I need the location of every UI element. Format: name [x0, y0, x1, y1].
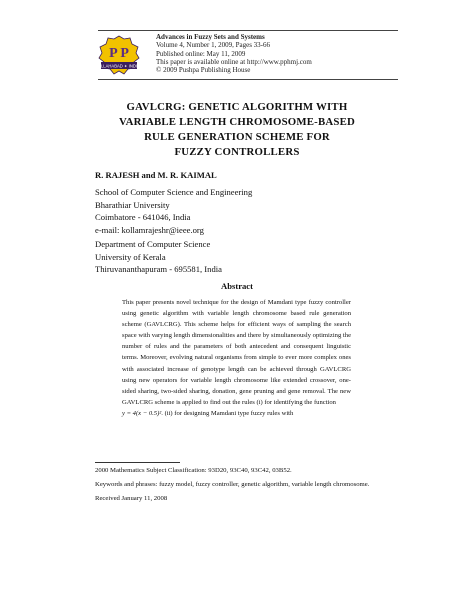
logo-ribbon-text: ALLAHABAD ✦ INDIA	[98, 63, 140, 69]
copyright-line: © 2009 Pushpa Publishing House	[156, 66, 251, 75]
journal-info	[156, 33, 396, 74]
received-date: Received January 11, 2008	[95, 495, 168, 502]
publisher-logo	[98, 35, 140, 75]
available-online-line: This paper is available online at http://www.pphmj.com	[156, 57, 312, 66]
logo-letters: P P	[109, 46, 129, 61]
affiliation-1	[95, 186, 252, 236]
affiliation-line: University of Kerala	[95, 251, 166, 262]
email-line: e-mail: kollamrajeshr@ieee.org	[95, 224, 204, 235]
keywords: Keywords and phrases: fuzzy model, fuzzy controller, genetic algorithm, variable length chromosome.	[95, 481, 370, 488]
abstract-text: This paper presents novel technique for the design of Mamdani type fuzzy controller using genetic algorithm with variable length chromosome based rule generation scheme (GAVLCRG). This scheme helps for efficient ways of sampling the search space with varying length dimensionalities and there by simultaneously optimizing the number of rules and the parameters of both antecedent and consequent linguistic terms. Moreover, evolving natural organisms from simple to ever more complex ones with associated increase of genotype length can be achieved through GAVLCRG using new operators for variable length chromosome like extended crossover, one-sided sharing, two-sided sharing, donation, gene pruning and gene removal. The new GAVLCRG scheme is applied to find out the rules (i) for identifying the function	[122, 299, 351, 406]
subject-classification: 2000 Mathematics Subject Classification: 93D20, 93C40, 93C42, 03B52.	[95, 467, 292, 474]
title-line: GAVLCRG: GENETIC ALGORITHM WITH	[126, 101, 348, 113]
affiliation-line: Thiruvananthapuram - 695581, India	[95, 264, 222, 275]
journal-header	[98, 30, 398, 80]
volume-line: Volume 4, Number 1, 2009, Pages 33-66	[156, 41, 270, 50]
affiliation-line: Coimbatore - 641046, India	[95, 212, 191, 223]
abstract-heading: Abstract	[221, 281, 253, 291]
title-line: RULE GENERATION SCHEME FOR	[144, 131, 330, 143]
footnote-divider	[95, 462, 180, 463]
abstract-body	[122, 297, 351, 419]
affiliation-line: Bharathiar University	[95, 199, 170, 210]
affiliation-2	[95, 238, 222, 276]
function-formula: y = 4(x − 0.5)²	[122, 409, 162, 417]
title-line: FUZZY CONTROLLERS	[174, 146, 300, 158]
journal-name: Advances in Fuzzy Sets and Systems	[156, 33, 265, 41]
abstract-tail: . (ii) for designing Mamdani type fuzzy rules with	[161, 409, 294, 417]
published-line: Published online: May 11, 2009	[156, 49, 246, 58]
affiliation-line: School of Computer Science and Engineering	[95, 187, 253, 197]
title-line: VARIABLE LENGTH CHROMOSOME-BASED	[119, 116, 355, 128]
authors: R. RAJESH and M. R. KAIMAL	[95, 170, 217, 180]
paper-title	[60, 100, 414, 160]
footnotes	[95, 466, 395, 508]
affiliation-line: Department of Computer Science	[95, 239, 211, 249]
